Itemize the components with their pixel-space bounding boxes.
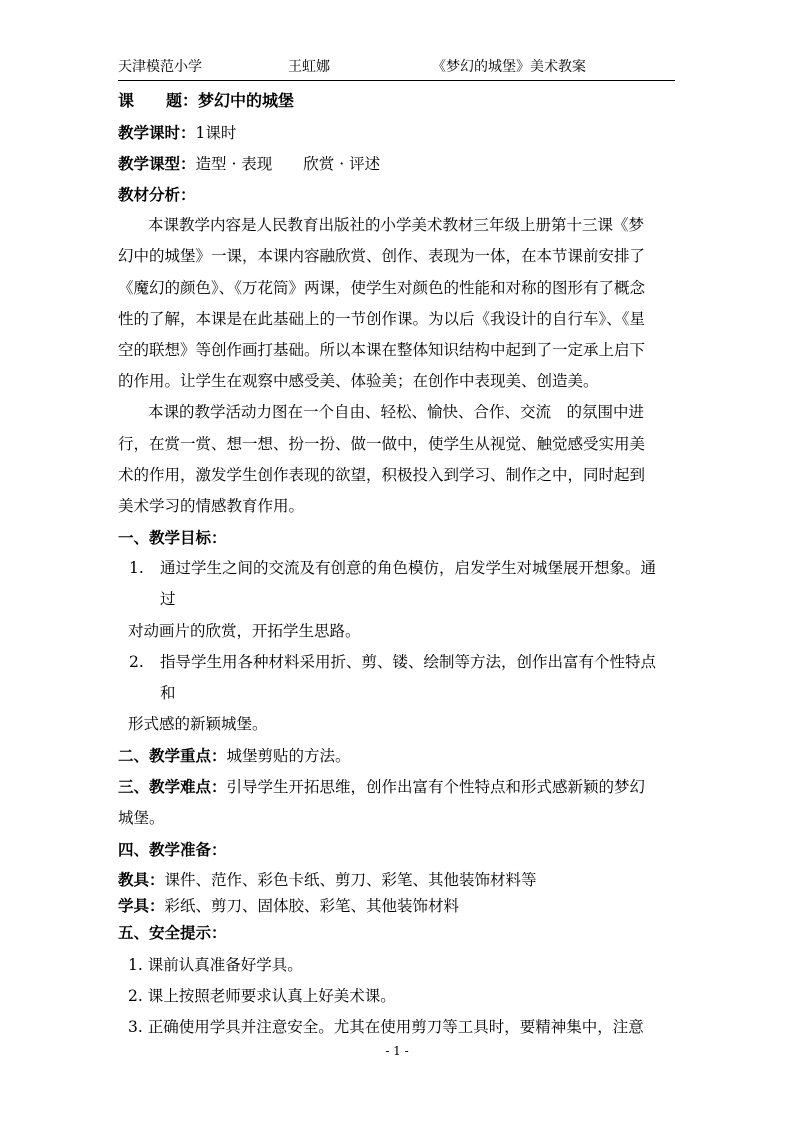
analysis-p1-line: 的作用。让学生在观察中感受美、体验美；在创作中表现美、创造美。	[118, 372, 599, 390]
goal-1-line-3: 对动画片的欣赏，开拓学生思路。	[128, 622, 361, 640]
key-point-value: 城堡剪贴的方法。	[226, 747, 351, 765]
header-author: 王虹娜	[288, 59, 330, 75]
header-school: 天津模范小学	[118, 59, 202, 75]
goal-2-line-3: 形式感的新颖城堡。	[128, 715, 268, 733]
analysis-p2-line: 行，在赏一赏、想一想、扮一扮、做一做中，使学生从视觉、触觉感受实用美	[118, 435, 646, 453]
key-point-line	[118, 746, 351, 766]
hours-value: 1课时	[195, 124, 237, 142]
goal-2-line-1: 指导学生用各种材料采用折、剪、镂、绘制等方法，创作出富有个性特点	[160, 653, 657, 671]
analysis-p1-line: 本课教学内容是人民教育出版社的小学美术教材三年级上册第十三课《梦	[148, 216, 645, 234]
analysis-heading: 教材分析：	[118, 185, 196, 204]
student-tools-line	[118, 896, 459, 916]
hours-label: 教学课时：	[118, 123, 196, 142]
difficulty-value: 引导学生开拓思维，创作出富有个性特点和形式感新颖的梦幻	[226, 778, 646, 796]
prep-heading: 四、教学准备：	[118, 840, 227, 859]
header-rule	[118, 80, 675, 81]
safety-item: 1. 课前认真准备好学具。	[128, 956, 303, 974]
goals-heading: 一、教学目标：	[118, 528, 227, 547]
teacher-tools-value: 课件、范作、彩色卡纸、剪刀、彩笔、其他装饰材料等	[164, 871, 537, 889]
analysis-p2-line: 美术学习的情感教育作用。	[118, 497, 305, 515]
teacher-tools-label: 教具：	[118, 870, 165, 889]
type-value: 造型 · 表现 欣赏 · 评述	[195, 155, 381, 173]
teacher-tools-line	[118, 870, 537, 890]
hours-line	[118, 123, 236, 143]
topic-line	[118, 91, 294, 111]
analysis-p1-line: 空的联想》等创作画打基础。所以本课在整体知识结构中起到了一定承上启下	[118, 341, 646, 359]
analysis-p1-line: 《魔幻的颜色》、《万花筒》两课，使学生对颜色的性能和对称的图形有了概念	[118, 279, 646, 297]
type-label: 教学课型：	[118, 154, 196, 173]
topic-label: 课 题：	[118, 91, 199, 110]
analysis-p1-line: 幻中的城堡》一课，本课内容融欣赏、创作、表现为一体，在本节课前安排了	[118, 247, 646, 265]
safety-heading: 五、安全提示：	[118, 923, 227, 942]
analysis-p1-line: 性的了解，本课是在此基础上的一节创作课。为以后《我设计的自行车》、《星	[118, 310, 646, 328]
analysis-p2-line: 术的作用，激发学生创作表现的欲望，积极投入到学习、制作之中，同时起到	[118, 466, 646, 484]
analysis-p2-line: 本课的教学活动力图在一个自由、轻松、愉快、合作、交流 的氛围中进	[148, 403, 645, 421]
difficulty-label: 三、教学难点：	[118, 777, 227, 796]
topic-value: 梦幻中的城堡	[198, 91, 295, 110]
student-tools-label: 学具：	[118, 896, 165, 915]
goal-1-line-1: 通过学生之间的交流及有创意的角色模仿，启发学生对城堡展开想象。通	[160, 559, 657, 577]
type-line	[118, 154, 380, 174]
student-tools-value: 彩纸、剪刀、固体胶、彩笔、其他装饰材料	[164, 897, 460, 915]
page-number: - 1 -	[385, 1044, 409, 1058]
difficulty-line	[118, 777, 645, 797]
difficulty-line-2: 城堡。	[118, 809, 165, 827]
header-doc-title: 《梦幻的城堡》美术教案	[432, 59, 586, 75]
goal-2-line-2: 和	[160, 684, 176, 702]
goal-2-number: 2.	[129, 653, 144, 671]
safety-item: 2. 课上按照老师要求认真上好美术课。	[128, 987, 396, 1005]
key-point-label: 二、教学重点：	[118, 746, 227, 765]
goal-1-number: 1.	[129, 559, 144, 577]
goal-1-line-2: 过	[160, 590, 176, 608]
safety-item: 3. 正确使用学具并注意安全。尤其在使用剪刀等工具时，要精神集中，注意	[128, 1018, 644, 1036]
